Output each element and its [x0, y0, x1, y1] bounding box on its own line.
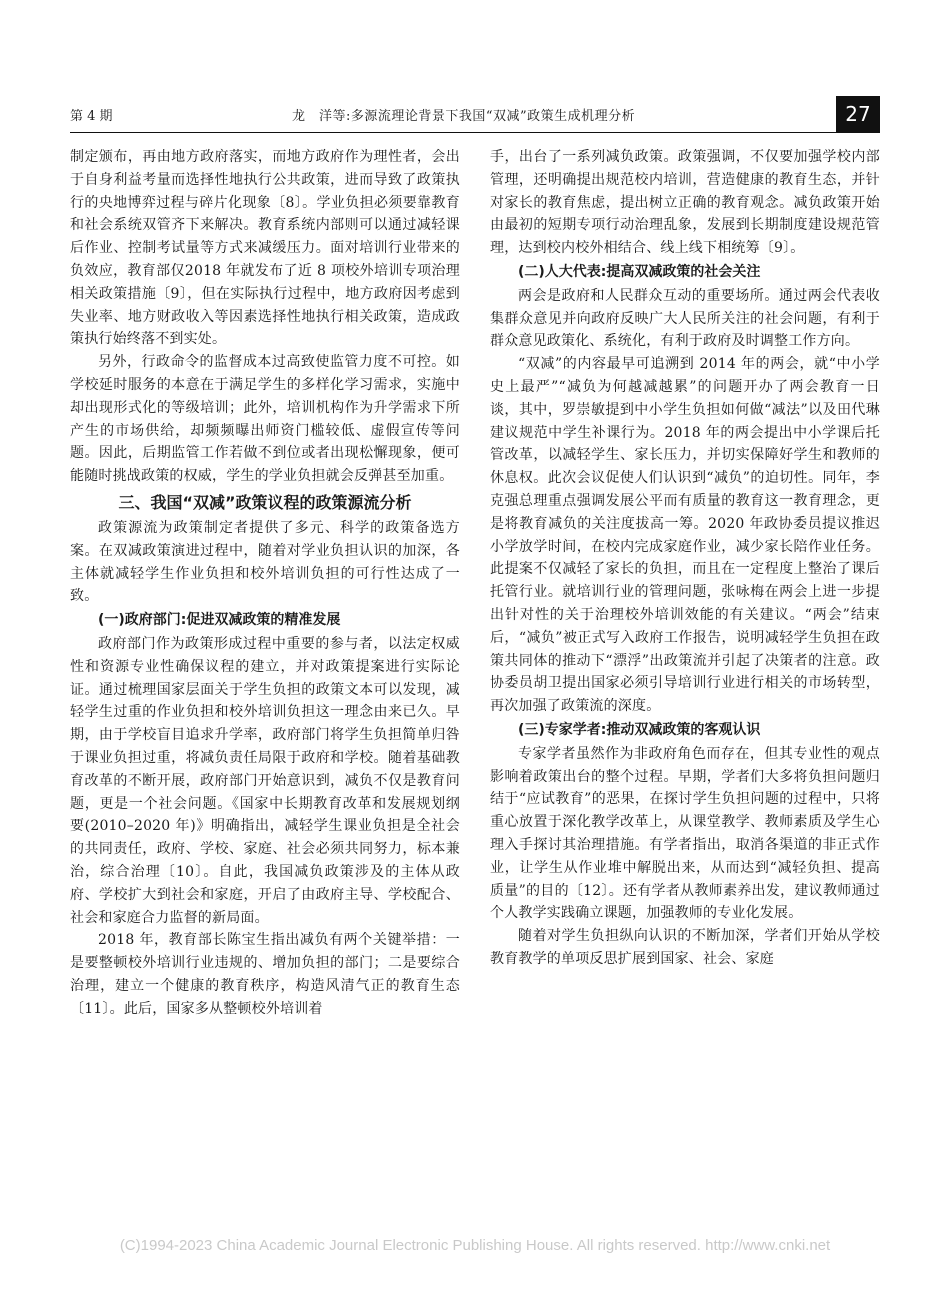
section-heading: 三、我国“双减”政策议程的政策源流分析 [118, 492, 412, 512]
paragraph: 手，出台了一系列减负政策。政策强调，不仅要加强学校内部管理，还明确提出规范校内培训，营造健康的教育生态，并针对家长的教育焦虑，提出树立正确的教育观念。减负政策开始由最初的短期专项行动治理乱象，发展到长期制度建设规范管理，达到校内校外相结合、线上线下相统筹〔9〕。 [490, 149, 880, 257]
subsection-heading: (一)政府部门:促进双减政策的精准发展 [98, 612, 341, 629]
left-column [70, 146, 460, 1020]
header-rule [70, 132, 880, 133]
subsection-heading: (三)专家学者:推动双减政策的客观认识 [518, 721, 761, 738]
paragraph: 2018 年，教育部长陈宝生指出减负有两个关键举措：一是要整顿校外培训行业违规的、增加负担的部门；二是要综合治理，建立一个健康的教育秩序，构造风清气正的教育生态〔11〕。此后，国家多从整顿校外培训着 [70, 932, 460, 1017]
page-number: 27 [836, 96, 880, 132]
page-header [70, 96, 880, 132]
copyright-watermark: (C)1994-2023 China Academic Journal Electronic Publishing House. All rights reserved. http://www.cnki.net [119, 1237, 831, 1254]
paragraph: 两会是政府和人民群众互动的重要场所。通过两会代表收集群众意见并向政府反映广大人民所关注的社会问题，有利于群众意见政策化、系统化，有利于政府及时调整工作方向。 [490, 287, 880, 350]
paragraph: “双减”的内容最早可追溯到 2014 年的两会，就“中小学史上最严”“减负为何越减越累”的问题开办了两会教育一日谈，其中，罗崇敏提到中小学生负担如何做“减法”以及田代琳建议规范中学生补课行为。2018 年的两会提出中小学课后托管改革，以减轻学生、家长压力，并切实保障好学生和教师的休息权。此次会议促使人们认识到“减负”的迫切性。同年，李克强总理重点强调发展公平而有质量的教育这一教育理念，更是将教育减负的关注度拔高一筹。2020 年政协委员提议推迟小学放学时间，在校内完成家庭作业，减少家长陪作业任务。此提案不仅减轻了家长的负担，而且在一定程度上整治了课后托管行业。就培训行业的管理问题，张咏梅在两会上进一步提出针对性的关于治理校外培训效能的有关建议。“两会”结束后，“减负”被正式写入政府工作报告，说明减轻学生负担在政策共同体的推动下“漂浮”出政策流并引起了决策者的注意。政协委员胡卫提出国家必须引导培训行业进行相关的市场转型，再次加强了政策流的深度。 [490, 356, 880, 715]
right-column [490, 146, 880, 971]
paragraph: 另外，行政命令的监督成本过高致使监管力度不可控。如学校延时服务的本意在于满足学生的多样化学习需求，实施中却出现形式化的等级培训；此外，培训机构作为升学需求下所产生的市场供给，却频频曝出师资门槛较低、虚假宣传等问题。因此，后期监管工作若做不到位或者出现松懈现象，便可能随时挑战政策的权威，学生的学业负担就会反弹甚至加重。 [70, 354, 460, 485]
paragraph: 随着对学生负担纵向认识的不断加深，学者们开始从学校教育教学的单项反思扩展到国家、社会、家庭 [490, 928, 880, 967]
issue-number: 第 4 期 [70, 109, 113, 124]
running-title: 龙 洋等:多源流理论背景下我国“双减”政策生成机理分析 [292, 109, 636, 124]
paragraph: 制定颁布，再由地方政府落实，而地方政府作为理性者，会出于自身利益考量而选择性地执行公共政策，进而导致了政策执行的央地博弈过程与碎片化现象〔8〕。学业负担必须要靠教育和社会系统双管齐下来解决。教育系统内部则可以通过减轻课后作业、控制考试量等方式来减缓压力。面对培训行业带来的负效应，教育部仅2018 年就发布了近 8 项校外培训专项治理相关政策措施〔9〕，但在实际执行过程中，地方政府因考虑到失业率、地方财政收入等因素选择性地执行相关政策，造成政策执行始终落不到实处。 [70, 149, 460, 348]
paragraph: 政府部门作为政策形成过程中重要的参与者，以法定权威性和资源专业性确保议程的建立，并对政策提案进行实际论证。通过梳理国家层面关于学生负担的政策文本可以发现，减轻学生过重的作业负担和校外培训负担这一理念由来已久。早期，由于学校盲目追求升学率，政府部门将学生负担简单归咎于课业负担过重，将减负责任局限于政府和学校。随着基础教育改革的不断开展，政府部门开始意识到，减负不仅是教育问题，更是一个社会问题。《国家中长期教育改革和发展规划纲要(2010–2020 年)》明确指出，减轻学生课业负担是全社会的共同责任，政府、学校、家庭、社会必须共同努力，标本兼治，综合治理〔10〕。自此，我国减负政策涉及的主体从政府、学校扩大到社会和家庭，开启了由政府主导、学校配合、社会和家庭合力监督的新局面。 [70, 635, 460, 926]
paragraph: 专家学者虽然作为非政府角色而存在，但其专业性的观点影响着政策出台的整个过程。早期，学者们大多将负担问题归结于“应试教育”的恶果，在探讨学生负担问题的过程中，只将重心放置于深化教学改革上，从课堂教学、教师素质及学生心理入手探讨其治理措施。有学者指出，取消各渠道的非正式作业，让学生从作业堆中解脱出来，从而达到“减轻负担、提高质量”的目的〔12〕。还有学者从教师素养出发，建议教师通过个人教学实践确立课题，加强教师的专业化发展。 [490, 745, 880, 922]
paragraph: 政策源流为政策制定者提供了多元、科学的政策备选方案。在双减政策演进过程中，随着对学业负担认识的加深，各主体就减轻学生作业负担和校外培训负担的可行性达成了一致。 [70, 519, 460, 605]
subsection-heading: (二)人大代表:提高双减政策的社会关注 [518, 263, 761, 280]
